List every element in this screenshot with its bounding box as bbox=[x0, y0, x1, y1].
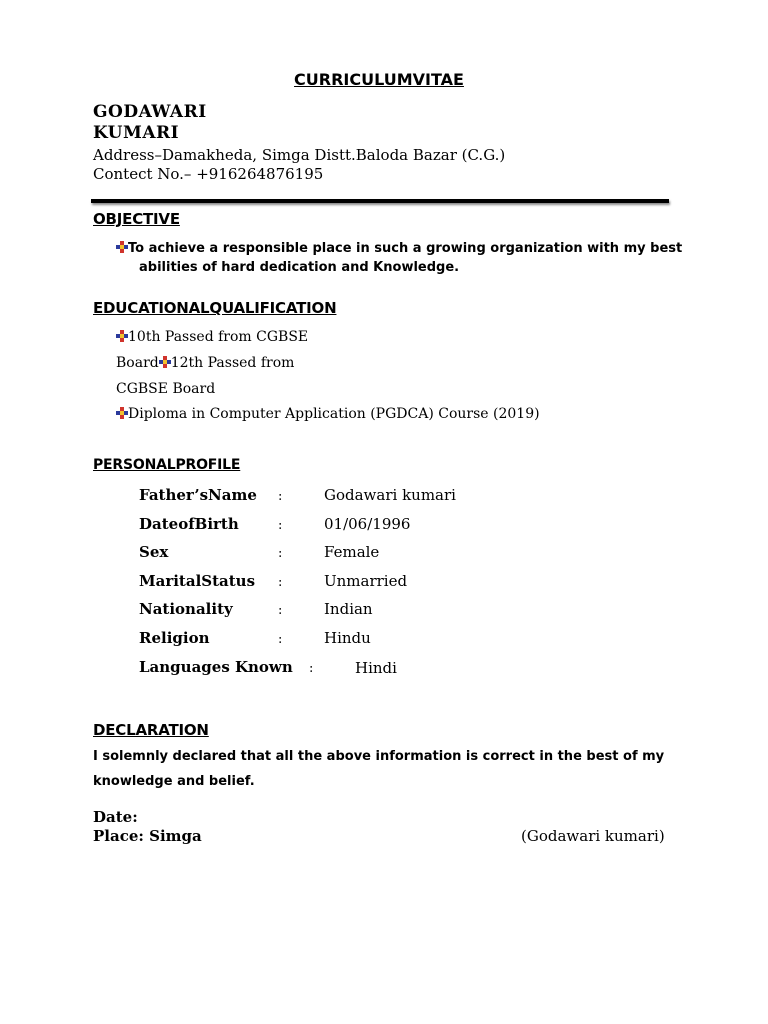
place-label: Place: Simga bbox=[93, 827, 202, 845]
signature-name: (Godawari kumari) bbox=[521, 827, 665, 845]
address-line: Address–Damakheda, Simga Distt.Baloda Bazar (C.G.) bbox=[93, 146, 506, 164]
plus-bullet-icon bbox=[116, 241, 128, 253]
objective-text-1: To achieve a responsible place in such a growing organization with my best bbox=[128, 241, 683, 256]
candidate-last-name: KUMARI bbox=[93, 123, 180, 143]
plus-bullet-icon bbox=[159, 356, 171, 368]
profile-value-sex: Female bbox=[324, 543, 380, 561]
plus-bullet-icon bbox=[116, 330, 128, 342]
profile-value-religion: Hindu bbox=[324, 629, 371, 647]
profile-label-fathers-name: Father’sName bbox=[139, 486, 257, 504]
profile-label-marital-status: MaritalStatus bbox=[139, 572, 256, 590]
declaration-heading: DECLARATION bbox=[93, 721, 209, 739]
profile-value-date-of-birth: 01/06/1996 bbox=[324, 515, 411, 533]
date-label: Date: bbox=[93, 808, 138, 826]
education-item-2 bbox=[116, 355, 294, 371]
profile-colon: : bbox=[309, 661, 314, 676]
profile-value-marital-status: Unmarried bbox=[324, 572, 408, 590]
profile-label-nationality: Nationality bbox=[139, 600, 233, 618]
profile-colon: : bbox=[278, 632, 283, 647]
profile-value-fathers-name: Godawari kumari bbox=[324, 486, 456, 504]
education-text-2: 12th Passed from bbox=[170, 355, 295, 371]
education-item-1 bbox=[116, 329, 308, 345]
profile-colon: : bbox=[278, 546, 283, 561]
education-text-3: CGBSE Board bbox=[116, 381, 216, 397]
declaration-text-2: knowledge and belief. bbox=[93, 774, 255, 789]
profile-label-date-of-birth: DateofBirth bbox=[139, 515, 239, 533]
profile-label-languages: Languages Known bbox=[139, 658, 293, 676]
objective-heading: OBJECTIVE bbox=[93, 210, 180, 228]
education-item-4 bbox=[116, 406, 540, 422]
profile-value-languages: Hindi bbox=[355, 659, 397, 677]
education-text-4: Diploma in Computer Application (PGDCA) Course (2019) bbox=[128, 406, 540, 422]
profile-value-nationality: Indian bbox=[324, 600, 373, 618]
education-heading: EDUCATIONALQUALIFICATION bbox=[93, 299, 337, 317]
objective-text-2: abilities of hard dedication and Knowledge. bbox=[139, 260, 460, 275]
candidate-first-name: GODAWARI bbox=[93, 102, 207, 122]
profile-label-sex: Sex bbox=[139, 543, 169, 561]
profile-colon: : bbox=[278, 603, 283, 618]
profile-colon: : bbox=[278, 518, 283, 533]
profile-label-religion: Religion bbox=[139, 629, 210, 647]
header-divider bbox=[91, 199, 669, 203]
personal-profile-heading: PERSONALPROFILE bbox=[93, 457, 241, 473]
declaration-text-1: I solemnly declared that all the above information is correct in the best of my bbox=[93, 749, 665, 764]
profile-colon: : bbox=[278, 575, 283, 590]
education-text-2-prefix: Board bbox=[116, 355, 159, 371]
objective-line-1 bbox=[116, 241, 682, 256]
profile-colon: : bbox=[278, 489, 283, 504]
plus-bullet-icon bbox=[116, 407, 128, 419]
education-text-1: 10th Passed from CGBSE bbox=[128, 329, 309, 345]
contact-line: Contect No.– +916264876195 bbox=[93, 165, 324, 183]
document-title: CURRICULUMVITAE bbox=[294, 70, 464, 89]
